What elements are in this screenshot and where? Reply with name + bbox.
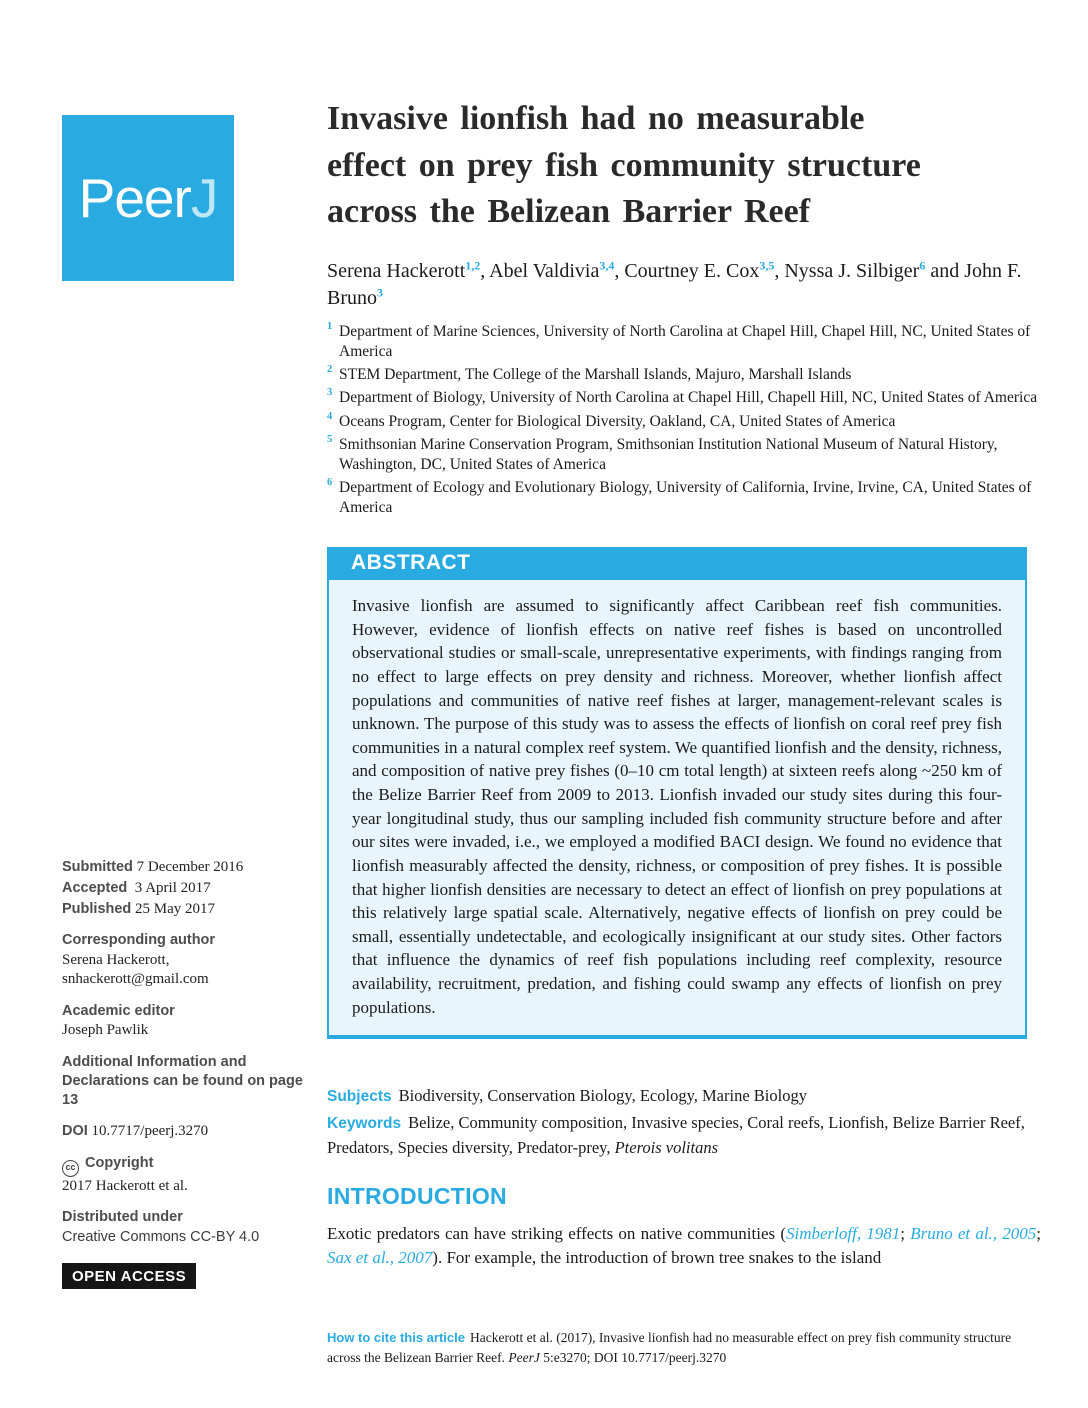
affiliation-text: Smithsonian Marine Conservation Program, Smithsonian Institution National Museum of Natural History, Washington, DC, United States of America: [339, 435, 998, 473]
author-separator: and: [925, 260, 965, 282]
affiliation-number: 6: [327, 476, 333, 488]
author-name: Serena Hackerott: [327, 260, 466, 282]
author-name: Courtney E. Cox: [624, 260, 760, 282]
how-to-cite-footer: [327, 1328, 1041, 1367]
published-date: 25 May 2017: [135, 900, 216, 917]
affiliation-text: Department of Ecology and Evolutionary Biology, University of California, Irvine, Irvine, CA, United States of America: [339, 478, 1032, 517]
affiliation-item: [327, 478, 1039, 518]
published-label: Published: [62, 900, 132, 917]
article-info-sidebar: [62, 858, 320, 1289]
corresponding-author-email[interactable]: snhackerott@gmail.com: [62, 971, 209, 988]
author-separator: ,: [774, 260, 785, 282]
accepted-date: 3 April 2017: [134, 879, 211, 896]
abstract-body: Invasive lionfish are assumed to significantly affect Caribbean reef fish communities. However, evidence of lionfish effects on native reef fishes is based on uncontrolled observational studies or small-scale, unrepresentative experiments, with findings ranging from no effect to large effects on prey density and richness. Moreover, whether lionfish affect populations and communities of native reef fishes at larger, management-relevant scales is unknown. The purpose of this study was to assess the effects of lionfish on coral reef prey fish communities in a natural complex reef system. We quantified lionfish and the density, richness, and composition of native prey fishes (0–10 cm total length) at sixteen reefs along ~250 km of the Belize Barrier Reef from 2009 to 2013. Lionfish invaded our study sites during this four-year longitudinal study, thus our sampling included fish community structure before and after our sites were invaded, i.e., we employed a modified BACI design. We found no evidence that lionfish measurably affected the density, richness, or composition of prey fishes. It is possible that higher lionfish densities are necessary to detect an effect of lionfish on prey populations at this relatively large spatial scale. Alternatively, negative effects of lionfish on prey could be small, essentially undetectable, and ecologically insignificant at our study sites. Other factors that influence the dynamics of reef fish populations including reef complexity, resource availability, recruitment, predation, and fishing could swamp any effects of lionfish on prey populations.: [327, 580, 1027, 1039]
submitted-date: 7 December 2016: [136, 859, 244, 875]
affiliation-list: [327, 322, 1039, 521]
introduction-paragraph: [327, 1222, 1041, 1270]
additional-info-group: [62, 1053, 320, 1110]
copyright-value: 2017 Hackerott et al.: [62, 1177, 188, 1194]
citation-link[interactable]: Sax et al., 2007: [327, 1248, 433, 1268]
author-separator: ,: [480, 260, 490, 282]
peerj-logo-text-j: J: [190, 167, 218, 229]
how-to-cite-label: How to cite this article: [327, 1330, 465, 1345]
submitted-row: [62, 858, 320, 878]
accepted-label: Accepted: [62, 879, 128, 896]
subjects-row: [327, 1084, 1041, 1109]
affiliation-item: [327, 322, 1039, 362]
author-affiliation-sup: 3: [377, 285, 383, 300]
citation-link[interactable]: Simberloff, 1981: [785, 1224, 901, 1243]
article-title-line2: effect on prey fish community structure: [327, 146, 921, 184]
subjects-value: Biodiversity, Conservation Biology, Ecology, Marine Biology: [398, 1086, 807, 1105]
peerj-logo-text-main: Peer: [78, 167, 191, 229]
affiliation-text: Department of Biology, University of North Carolina at Chapel Hill, Chapell Hill, NC, United States of America: [339, 389, 1038, 407]
citation-text: Hackerott et al. (2017), Invasive lionfish had no measurable effect on prey fish community structure across the Belizean Barrier Reef.: [327, 1330, 1012, 1365]
keywords-value: Belize, Community composition, Invasive species, Coral reefs, Lionfish, Belize Barrier Reef, Predators, Species diversity, Predator-prey,: [327, 1112, 1025, 1157]
affiliation-item: [327, 365, 1039, 385]
peerj-logo: [62, 115, 234, 281]
corresponding-author-group: [62, 931, 320, 990]
abstract-heading: ABSTRACT: [327, 547, 1027, 580]
intro-text: ). For example, the introduction of brown tree snakes to the island: [432, 1248, 882, 1268]
citation-separator: ;: [900, 1224, 911, 1243]
license-group: [62, 1208, 320, 1246]
dates-group: [62, 858, 320, 919]
article-title-line1: Invasive lionfish had no measurable: [327, 100, 865, 137]
academic-editor-group: [62, 1002, 320, 1041]
license-value[interactable]: Creative Commons CC-BY 4.0: [62, 1228, 260, 1245]
author-name: Abel Valdivia: [489, 260, 600, 282]
citation-journal-name: PeerJ: [508, 1349, 540, 1365]
affiliation-item: [327, 412, 1039, 432]
peerj-logo-text: [79, 166, 218, 230]
author-separator: ,: [614, 260, 625, 282]
submitted-label: Submitted: [62, 859, 133, 875]
additional-info-text: Additional Information and Declarations can be found on page 13: [62, 1054, 303, 1109]
affiliation-number: 4: [327, 410, 333, 422]
affiliation-number: 2: [327, 364, 333, 376]
published-row: [62, 900, 320, 920]
author-affiliation-sup: 1,2: [465, 258, 481, 273]
affiliation-text: Department of Marine Sciences, University of North Carolina at Chapel Hill, Chapel Hill, NC, United States of America: [339, 323, 1031, 361]
doi-label: DOI: [62, 1123, 88, 1140]
introduction-heading: INTRODUCTION: [327, 1183, 507, 1209]
copyright-row: [62, 1154, 320, 1176]
academic-editor-label: Academic editor: [62, 1003, 175, 1020]
affiliation-number: 1: [327, 321, 333, 332]
copyright-group: [62, 1154, 320, 1196]
subjects-label: Subjects: [327, 1088, 392, 1105]
affiliation-item: [327, 388, 1039, 408]
affiliation-number: 3: [327, 387, 333, 399]
intro-text: Exotic predators can have striking effects on native communities (: [327, 1224, 786, 1243]
license-label: Distributed under: [62, 1209, 183, 1226]
author-name: Nyssa J. Silbiger: [784, 260, 920, 282]
keywords-row: [327, 1111, 1041, 1161]
subjects-keywords-block: [327, 1084, 1041, 1162]
academic-editor-name: Joseph Pawlik: [62, 1022, 149, 1039]
citation-separator: ;: [1036, 1224, 1041, 1243]
accepted-row: [62, 879, 320, 899]
author-name: John F. Bruno: [327, 260, 1022, 309]
affiliation-text: Oceans Program, Center for Biological Diversity, Oakland, CA, United States of America: [339, 412, 896, 430]
introduction-section: [327, 1183, 1041, 1270]
author-affiliation-sup: 6: [919, 258, 926, 273]
abstract-section: [327, 547, 1027, 1039]
keywords-label: Keywords: [327, 1114, 402, 1132]
copyright-label: Copyright: [85, 1155, 154, 1172]
affiliation-number: 5: [327, 433, 333, 445]
citation-text-doi: 5:e3270; DOI 10.7717/peerj.3270: [539, 1349, 727, 1365]
citation-link[interactable]: Bruno et al., 2005: [910, 1224, 1037, 1243]
article-title: [327, 96, 1033, 236]
article-title-line3: across the Belizean Barrier Reef: [327, 193, 811, 231]
affiliation-item: [327, 435, 1039, 475]
corresponding-author-name: Serena Hackerott,: [62, 951, 170, 968]
keywords-species-italic: Pterois volitans: [614, 1137, 719, 1157]
author-affiliation-sup: 3,4: [599, 258, 615, 273]
affiliation-text: STEM Department, The College of the Marshall Islands, Majuro, Marshall Islands: [339, 366, 852, 384]
doi-value[interactable]: 10.7717/peerj.3270: [91, 1123, 209, 1140]
doi-group: [62, 1122, 320, 1142]
copyright-icon: cc: [62, 1160, 79, 1177]
open-access-badge: OPEN ACCESS: [62, 1263, 196, 1290]
author-affiliation-sup: 3,5: [759, 258, 775, 273]
author-list: [327, 258, 1027, 312]
corresponding-author-label: Corresponding author: [62, 932, 216, 949]
